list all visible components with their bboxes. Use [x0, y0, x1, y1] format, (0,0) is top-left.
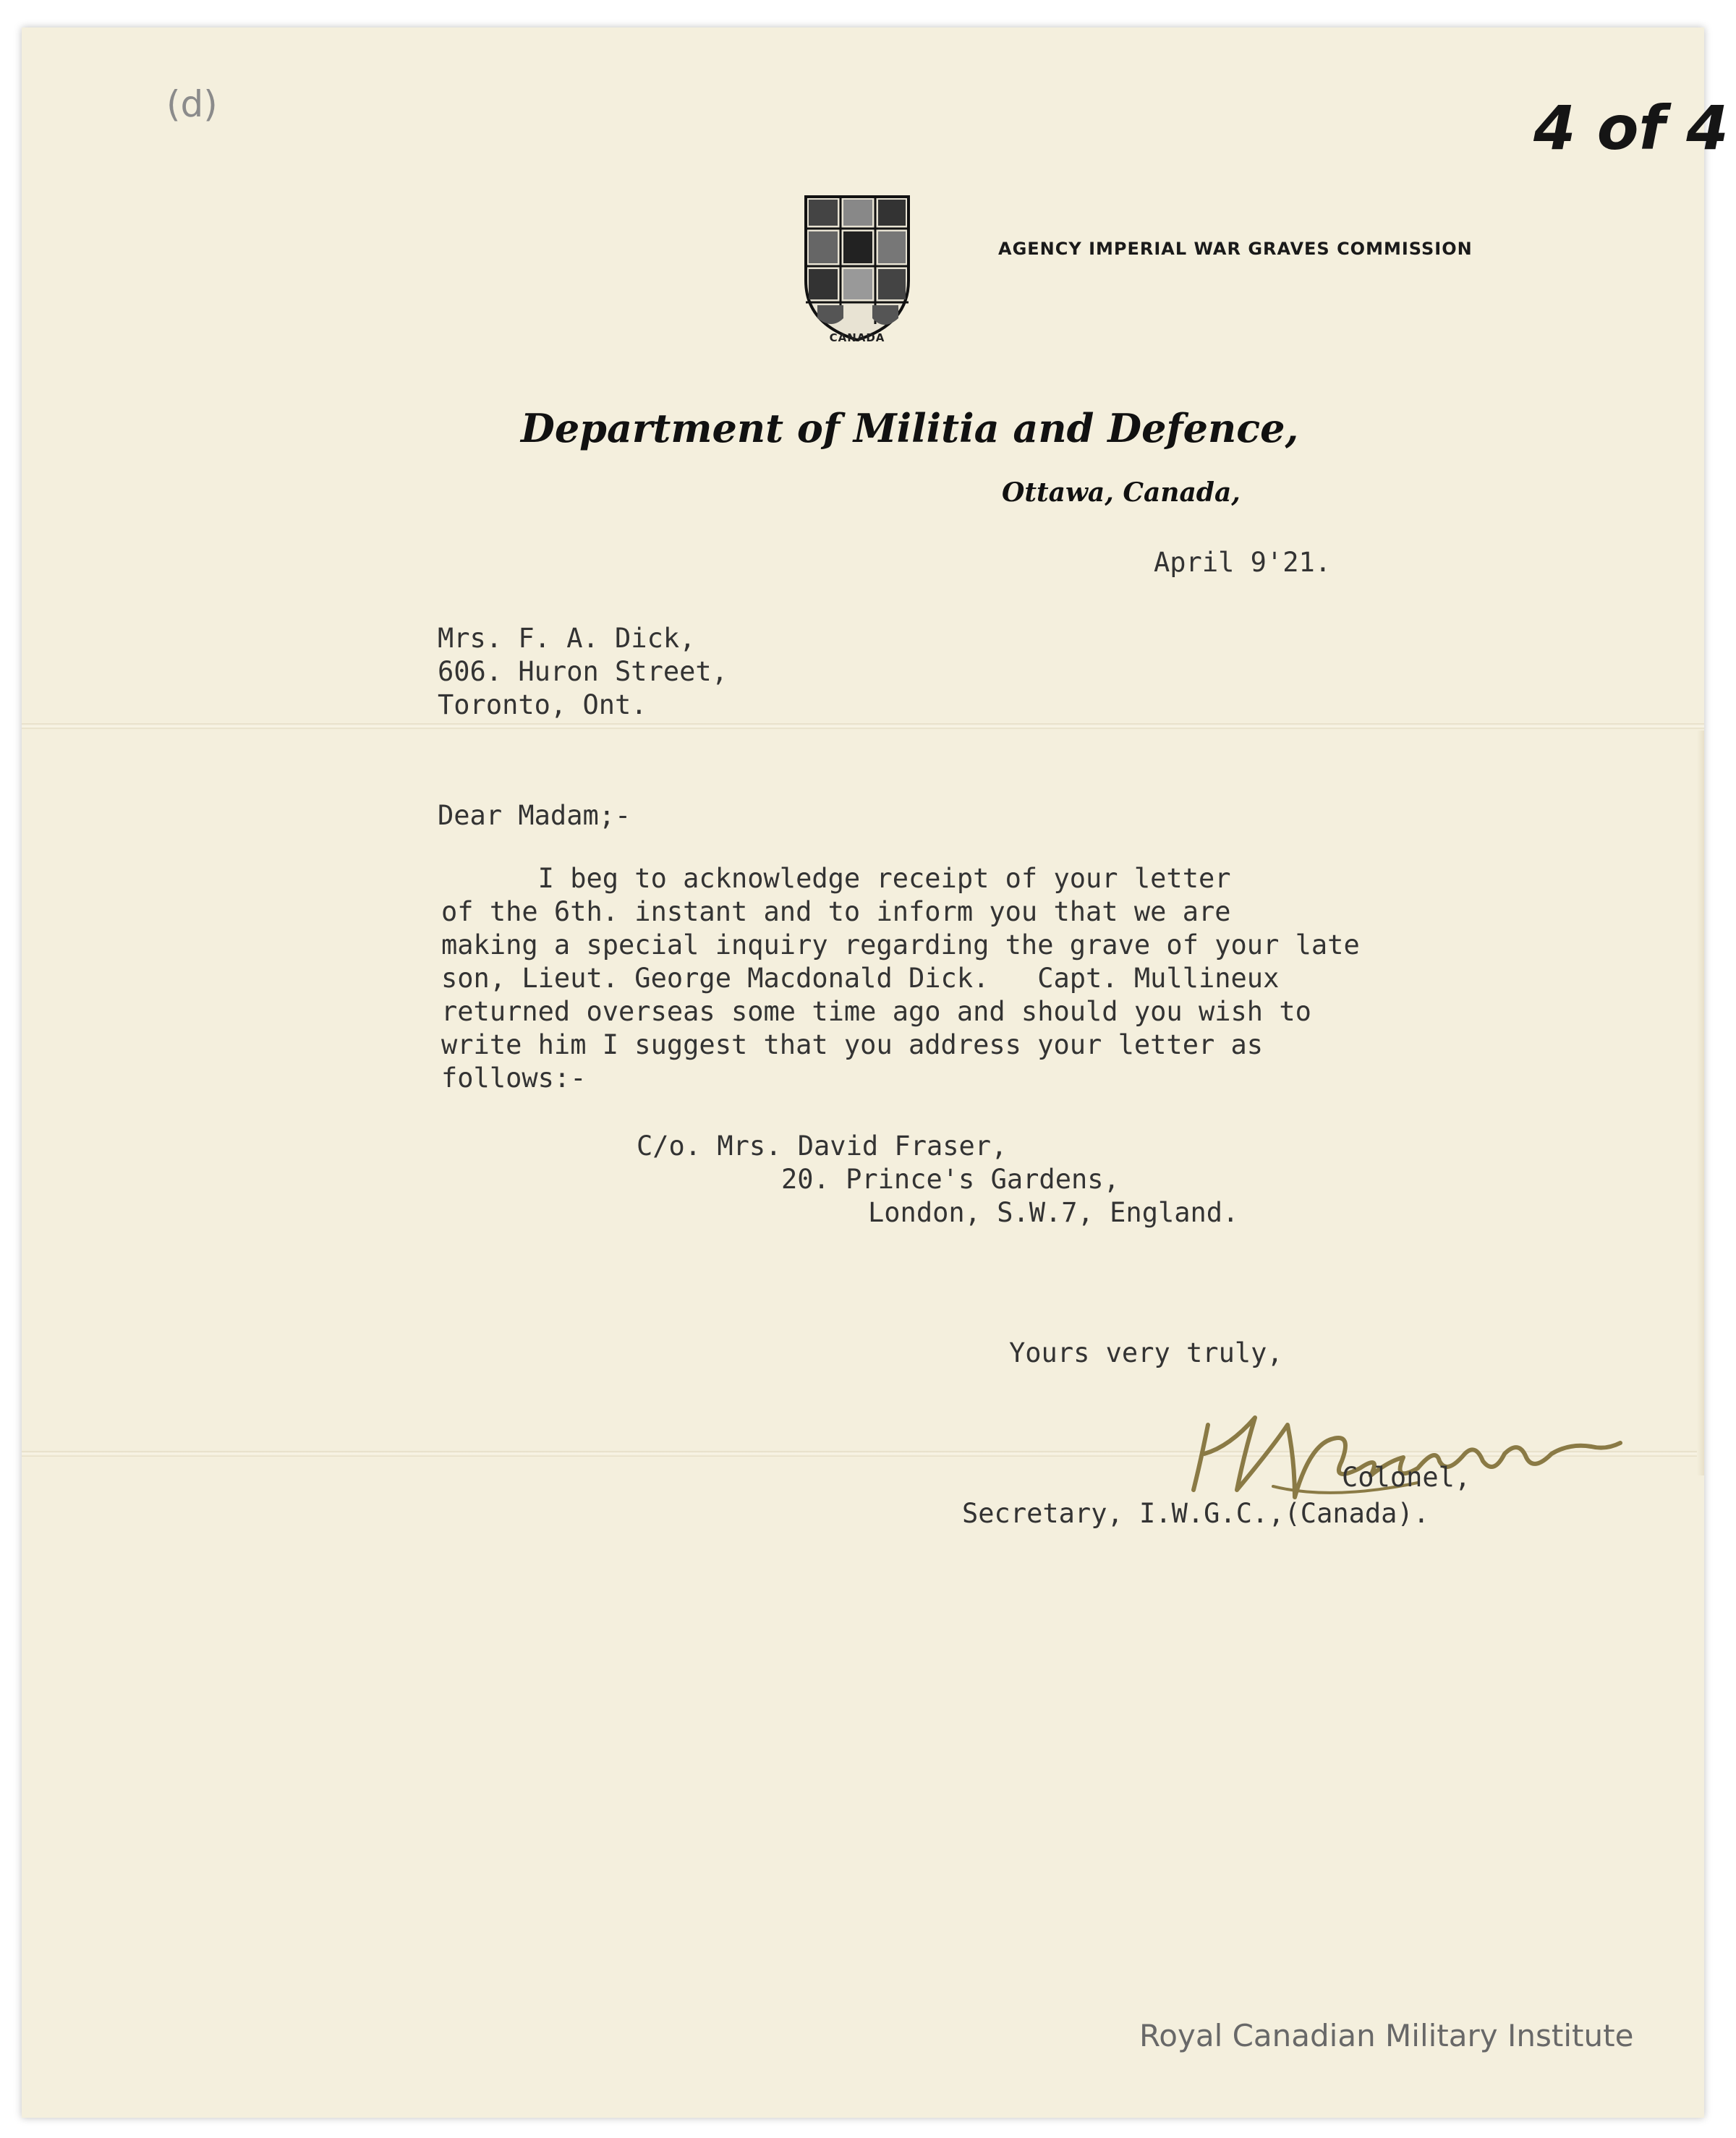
canada-coat-of-arms-icon: [803, 194, 911, 343]
page-count-mark: 4 of 4: [1533, 93, 1729, 163]
closing: Yours very truly,: [1009, 1337, 1283, 1368]
body-line: I beg to acknowledge receipt of your letter: [441, 863, 1231, 894]
signature: [1186, 1403, 1635, 1512]
body-line: write him I suggest that you address your letter as: [441, 1029, 1264, 1060]
body-line: of the 6th. instant and to inform you that we are: [441, 896, 1231, 927]
department-heading: Department of Militia and Defence,: [521, 405, 1299, 451]
crest-caption: CANADA: [829, 331, 885, 344]
title-rank: Colonel,: [1342, 1462, 1471, 1493]
body-line: making a special inquiry regarding the grave of your late: [441, 929, 1360, 961]
address-line: C/o. Mrs. David Fraser,: [637, 1130, 1008, 1162]
agency-heading: AGENCY IMPERIAL WAR GRAVES COMMISSION: [998, 239, 1473, 259]
body-line: son, Lieut. George Macdonald Dick. Capt. Mullineux: [441, 963, 1280, 994]
body-line: returned overseas some time ago and should you wish to: [441, 996, 1311, 1027]
letter-date: April 9'21.: [1154, 547, 1332, 578]
address-line: 20. Prince's Gardens,: [781, 1164, 1120, 1195]
body-line: follows:-: [441, 1062, 587, 1094]
title-position: Secretary, I.W.G.C.,(Canada).: [962, 1498, 1430, 1529]
recipient-line: 606. Huron Street,: [438, 656, 728, 687]
address-line: London, S.W.7, England.: [868, 1197, 1239, 1228]
recipient-line: Mrs. F. A. Dick,: [438, 623, 696, 654]
city-heading: Ottawa, Canada,: [1002, 477, 1241, 508]
salutation: Dear Madam;-: [438, 800, 631, 831]
fold-line-upper: [22, 723, 1704, 729]
institution-watermark: Royal Canadian Military Institute: [1139, 2018, 1634, 2053]
recipient-line: Toronto, Ont.: [438, 689, 647, 720]
pencil-mark: (d): [166, 83, 218, 125]
torn-edge: [1697, 731, 1704, 1475]
